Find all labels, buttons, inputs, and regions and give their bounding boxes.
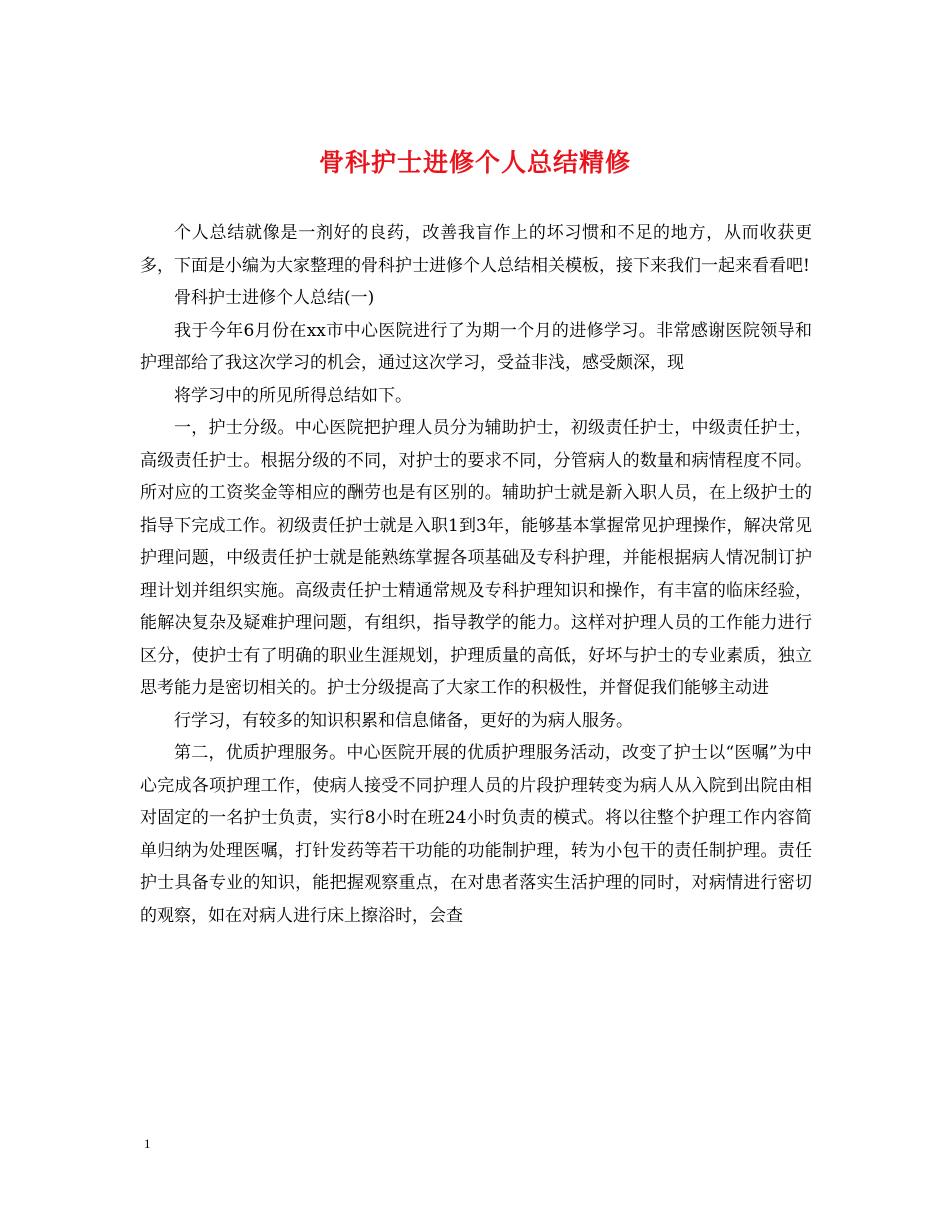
- document-body: [140, 217, 812, 932]
- body-paragraph: 行学习，有较多的知识积累和信息储备，更好的为病人服务。: [174, 710, 633, 731]
- section-heading: 骨科护士进修个人总结(一): [174, 288, 375, 308]
- body-paragraph: 将学习中的所见所得总结如下。: [174, 385, 412, 406]
- document-title: 骨科护士进修个人总结精修: [318, 148, 631, 177]
- body-paragraph: 第二，优质护理服务。中心医院开展的优质护理服务活动，改变了护士以“医嘱”为中心完成各项护理工作，使病人接受不同护理人员的片段护理转变为病人从入院到出院由相对固定的一名护士负责，实行8小时在班24小时负责的模式。将以往整个护理工作内容简单归纳为处理医嘱，打针发药等若干功能的功能制护理，转为小包干的责任制护理。责任护士具备专业的知识，能把握观察重点，在对患者落实生活护理的同时，对病情进行密切的观察，如在对病人进行床上擦浴时，会查: [140, 743, 812, 926]
- page-number: 1: [144, 1136, 151, 1151]
- body-paragraph: 我于今年6月份在xx市中心医院进行了为期一个月的进修学习。非常感谢医院领导和护理部给了我这次学习的机会，通过这次学习，受益非浅，感受颇深，现: [140, 320, 812, 373]
- body-paragraph: 一，护士分级。中心医院把护理人员分为辅助护士，初级责任护士，中级责任护士，高级责任护士。根据分级的不同，对护士的要求不同，分管病人的数量和病情程度不同。所对应的工资奖金等相应的酬劳也是有区别的。辅助护士就是新入职人员，在上级护士的指导下完成工作。初级责任护士就是入职1到3年，能够基本掌握常见护理操作，解决常见护理问题，中级责任护士就是能熟练掌握各项基础及专科护理，并能根据病人情况制订护理计划并组织实施。高级责任护士精通常规及专科护理知识和操作，有丰富的临床经验，能解决复杂及疑难护理问题，有组织，指导教学的能力。这样对护理人员的工作能力进行区分，使护士有了明确的职业生涯规划，护理质量的高低，好坏与护士的专业素质，独立思考能力是密切相关的。护士分级提高了大家工作的积极性，并督促我们能够主动进: [140, 418, 812, 698]
- intro-paragraph: 个人总结就像是一剂好的良药，改善我盲作上的坏习惯和不足的地方，从而收获更多，下面是小编为大家整理的骨科护士进修个人总结相关模板，接下来我们一起来看看吧!: [140, 223, 812, 276]
